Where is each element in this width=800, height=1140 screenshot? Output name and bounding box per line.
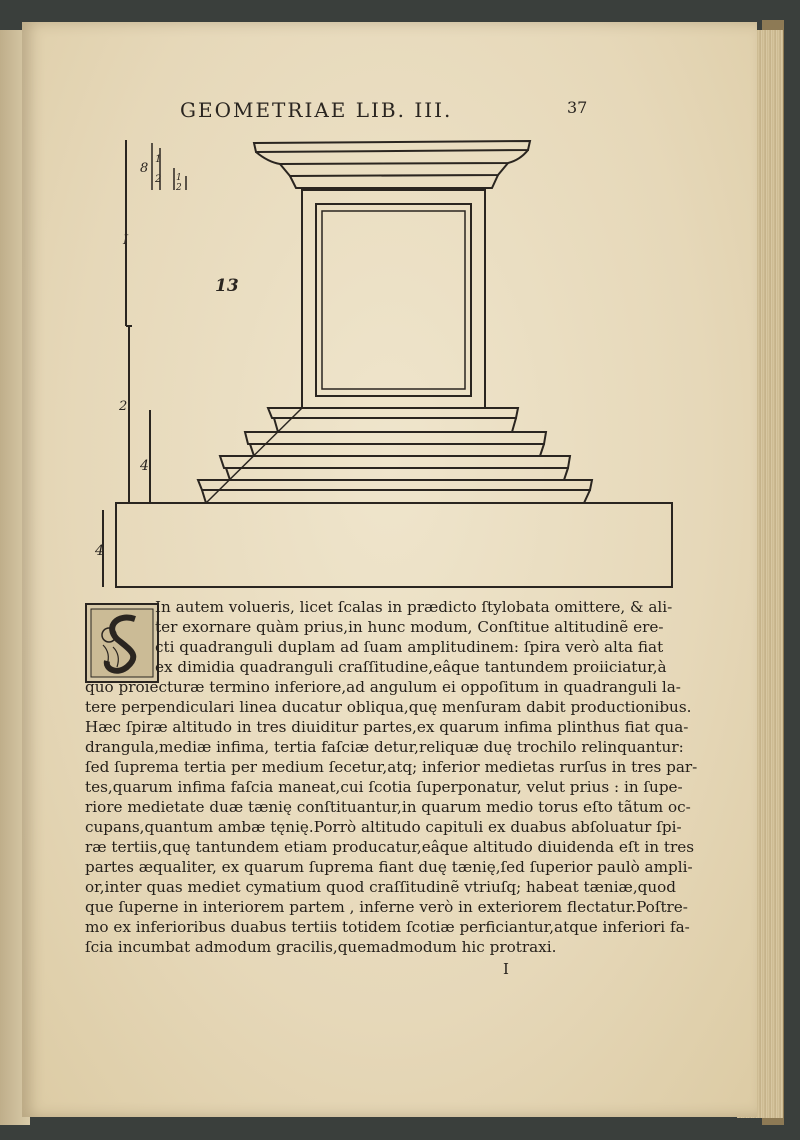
figure-label-13: 13	[215, 276, 239, 296]
die-panel-inner	[322, 211, 465, 389]
text-line: ſcia incumbat admodum gracilis,quemadmodum hic protraxi.	[85, 938, 557, 956]
text-line: ſed ſuprema tertia per medium ſecetur,atq; inferior medietas rurſus in tres par-	[85, 758, 698, 776]
scale-mark: 4	[140, 458, 149, 474]
svg-text:I: I	[123, 233, 129, 248]
cornice-top	[254, 141, 530, 152]
scale-mark: 4	[95, 543, 104, 559]
scale-mark: 2	[119, 399, 128, 414]
running-title: GEOMETRIAE LIB. III.	[180, 98, 453, 122]
text-line: que ſuperne in interiorem partem , inferne verò in exteriorem flectatur.Poſtre-	[85, 898, 688, 916]
text-line: cupans,quantum ambæ tęnię.Porrò altitudo capituli ex duabus abſoluatur ſpi-	[85, 818, 682, 836]
signature-mark: I	[503, 960, 509, 978]
text-line: or,inter quas mediet cymatium quod craſſitudinẽ vtriuſq; habeat tæniæ,quod	[85, 878, 677, 896]
text-line: Hæc ſpiræ altitudo in tres diuiditur partes,ex quarum infima plinthus fiat qua-	[85, 718, 689, 736]
text-line: tere perpendiculari linea ducatur obliqua,quę menſuram dabit productionibus.	[85, 698, 692, 716]
pedestal-die	[302, 190, 485, 408]
step-2	[245, 432, 546, 444]
text-line: cti quadranguli duplam ad ſuam amplitudinem: ſpira verò alta fiat	[155, 638, 664, 656]
text-line: riore medietate duæ tænię conſtituantur,in quarum medio torus eſto tãtum oc-	[85, 798, 691, 816]
plinth-base	[116, 503, 672, 587]
scale-mark: 1	[176, 173, 182, 183]
step-1	[268, 408, 518, 418]
step-4	[198, 480, 592, 490]
scale-mark: 2	[155, 174, 162, 185]
die-panel-outer	[316, 204, 471, 396]
text-line: ex dimidia quadranguli craſſitudine,eâque tantundem proiiciatur,à	[155, 658, 667, 676]
step-3	[220, 456, 570, 468]
text-line: quo proiecturæ termino inferiore,ad angulum ei oppoſitum in quadranguli la-	[85, 678, 681, 696]
text-line: mo ex inferioribus duabus tertiis totidem ſcotiæ perficiantur,atque inferiori fa-	[85, 918, 690, 936]
folio-number: 37	[567, 98, 588, 117]
scale-mark: 1	[155, 154, 162, 165]
text-line: partes æqualiter, ex quarum ſuprema fiant duę tænię,ſed ſuperior paulò ampli-	[85, 858, 693, 876]
text-line: ter exornare quàm prius,in hunc modum, Conſtitue altitudinẽ ere-	[155, 618, 664, 636]
scale-mark: 2	[176, 183, 182, 193]
cornice-band	[280, 163, 508, 176]
body-text	[85, 597, 698, 957]
text-line: In autem volueris, licet ſcalas in prædicto ſtylobata omittere, & ali-	[155, 598, 673, 616]
cornice-fascia	[290, 175, 498, 188]
text-line: ræ tertiis,quę tantundem etiam producatur,eâque altitudo diuidenda eſt in tres	[85, 838, 695, 856]
text-line: drangula,mediæ infima, tertia faſciæ detur,reliquæ duę trochilo relinquantur:	[85, 738, 684, 756]
text-line: tes,quarum infima faſcia maneat,cui ſcotia ſuperponatur, velut prius : in ſupe-	[85, 778, 683, 796]
scale-mark: 8	[140, 161, 149, 176]
